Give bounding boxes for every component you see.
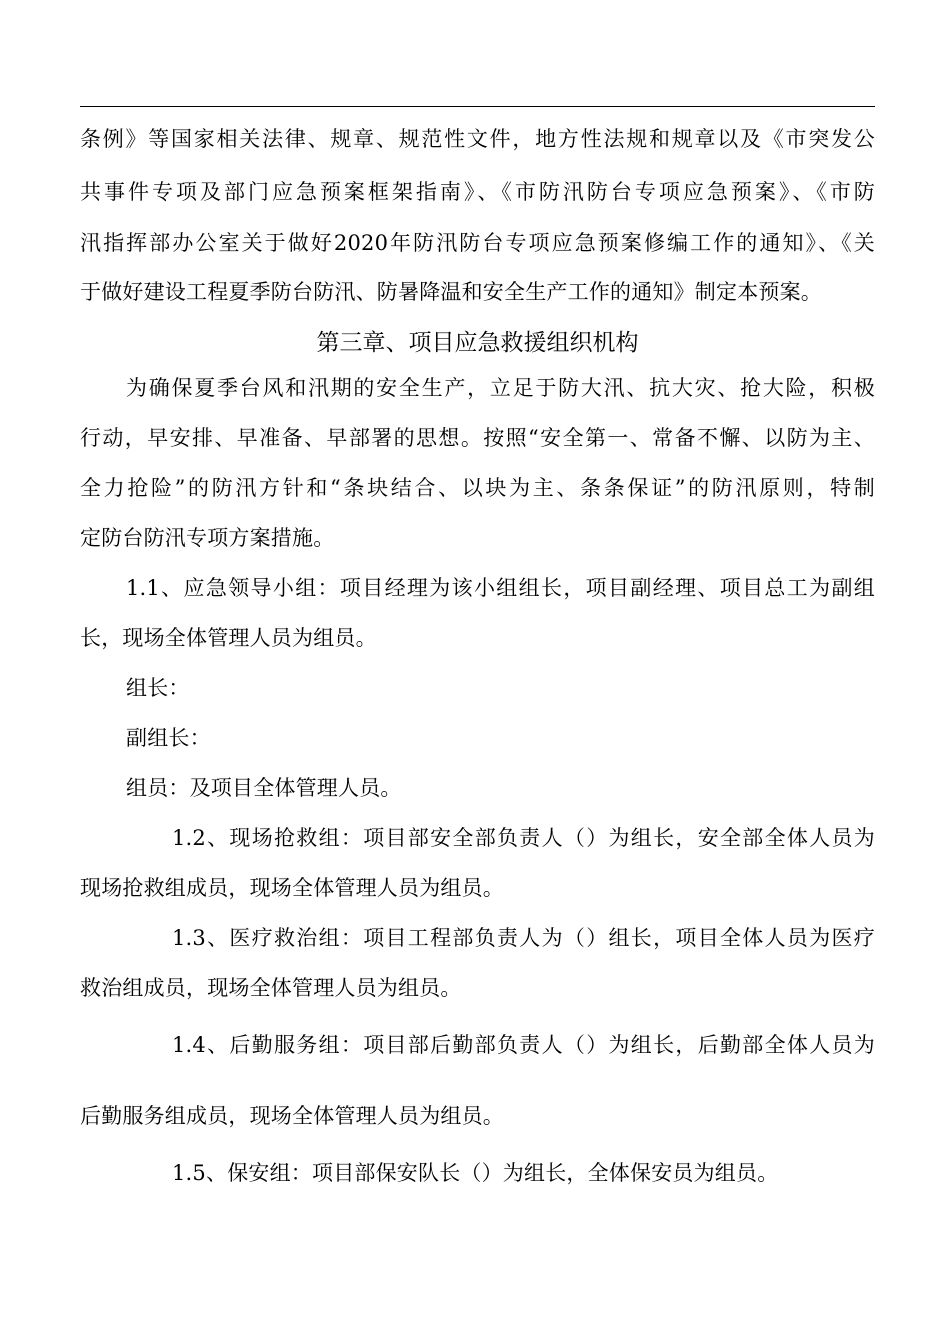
item-1-2-line: 1.2、现场抢救组：项目部安全部负责人（）为组长，安全部全体人员为: [172, 826, 875, 850]
header-rule: [80, 106, 875, 107]
item-1-2-line: 现场抢救组成员，现场全体管理人员为组员。: [80, 876, 504, 900]
chapter-title: 第三章、项目应急救援组织机构: [316, 330, 639, 356]
body-paragraph-line: 汛指挥部办公室关于做好2020年防汛防台专项应急预案修编工作的通知》、《关: [80, 231, 875, 255]
intro-paragraph-line: 定防台防汛专项方案措施。: [80, 526, 335, 550]
item-1-5-line: 1.5、保安组：项目部保安队长（）为组长，全体保安员为组员。: [172, 1161, 779, 1185]
item-1-3-line: 救治组成员，现场全体管理人员为组员。: [80, 976, 462, 1000]
body-paragraph-line: 条例》等国家相关法律、规章、规范性文件，地方性法规和规章以及《市突发公: [80, 127, 875, 151]
intro-paragraph-line: 全力抢险”的防汛方针和“条块结合、以块为主、条条保证”的防汛原则，特制: [80, 476, 875, 500]
body-paragraph-line: 共事件专项及部门应急预案框架指南》、《市防汛防台专项应急预案》、《市防: [80, 180, 875, 204]
item-1-3-line: 1.3、医疗救治组：项目工程部负责人为（）组长，项目全体人员为医疗: [172, 926, 875, 950]
leader-label: 组长：: [126, 676, 190, 700]
item-1-1-line: 1.1、应急领导小组：项目经理为该小组组长，项目副经理、项目总工为副组: [126, 576, 875, 600]
intro-paragraph-line: 为确保夏季台风和汛期的安全生产，立足于防大汛、抗大灾、抢大险，积极: [126, 376, 875, 400]
deputy-leader-label: 副组长：: [126, 726, 211, 750]
intro-paragraph-line: 行动，早安排、早准备、早部署的思想。按照“安全第一、常备不懈、以防为主、: [80, 426, 875, 450]
item-1-4-line: 后勤服务组成员，现场全体管理人员为组员。: [80, 1104, 504, 1128]
body-paragraph-line: 于做好建设工程夏季防台防汛、防暑降温和安全生产工作的通知》制定本预案。: [80, 280, 822, 304]
item-1-4-line: 1.4、后勤服务组：项目部后勤部负责人（）为组长，后勤部全体人员为: [172, 1033, 875, 1057]
item-1-1-line: 长，现场全体管理人员为组员。: [80, 626, 377, 650]
members-label: 组员：及项目全体管理人员。: [126, 776, 402, 800]
